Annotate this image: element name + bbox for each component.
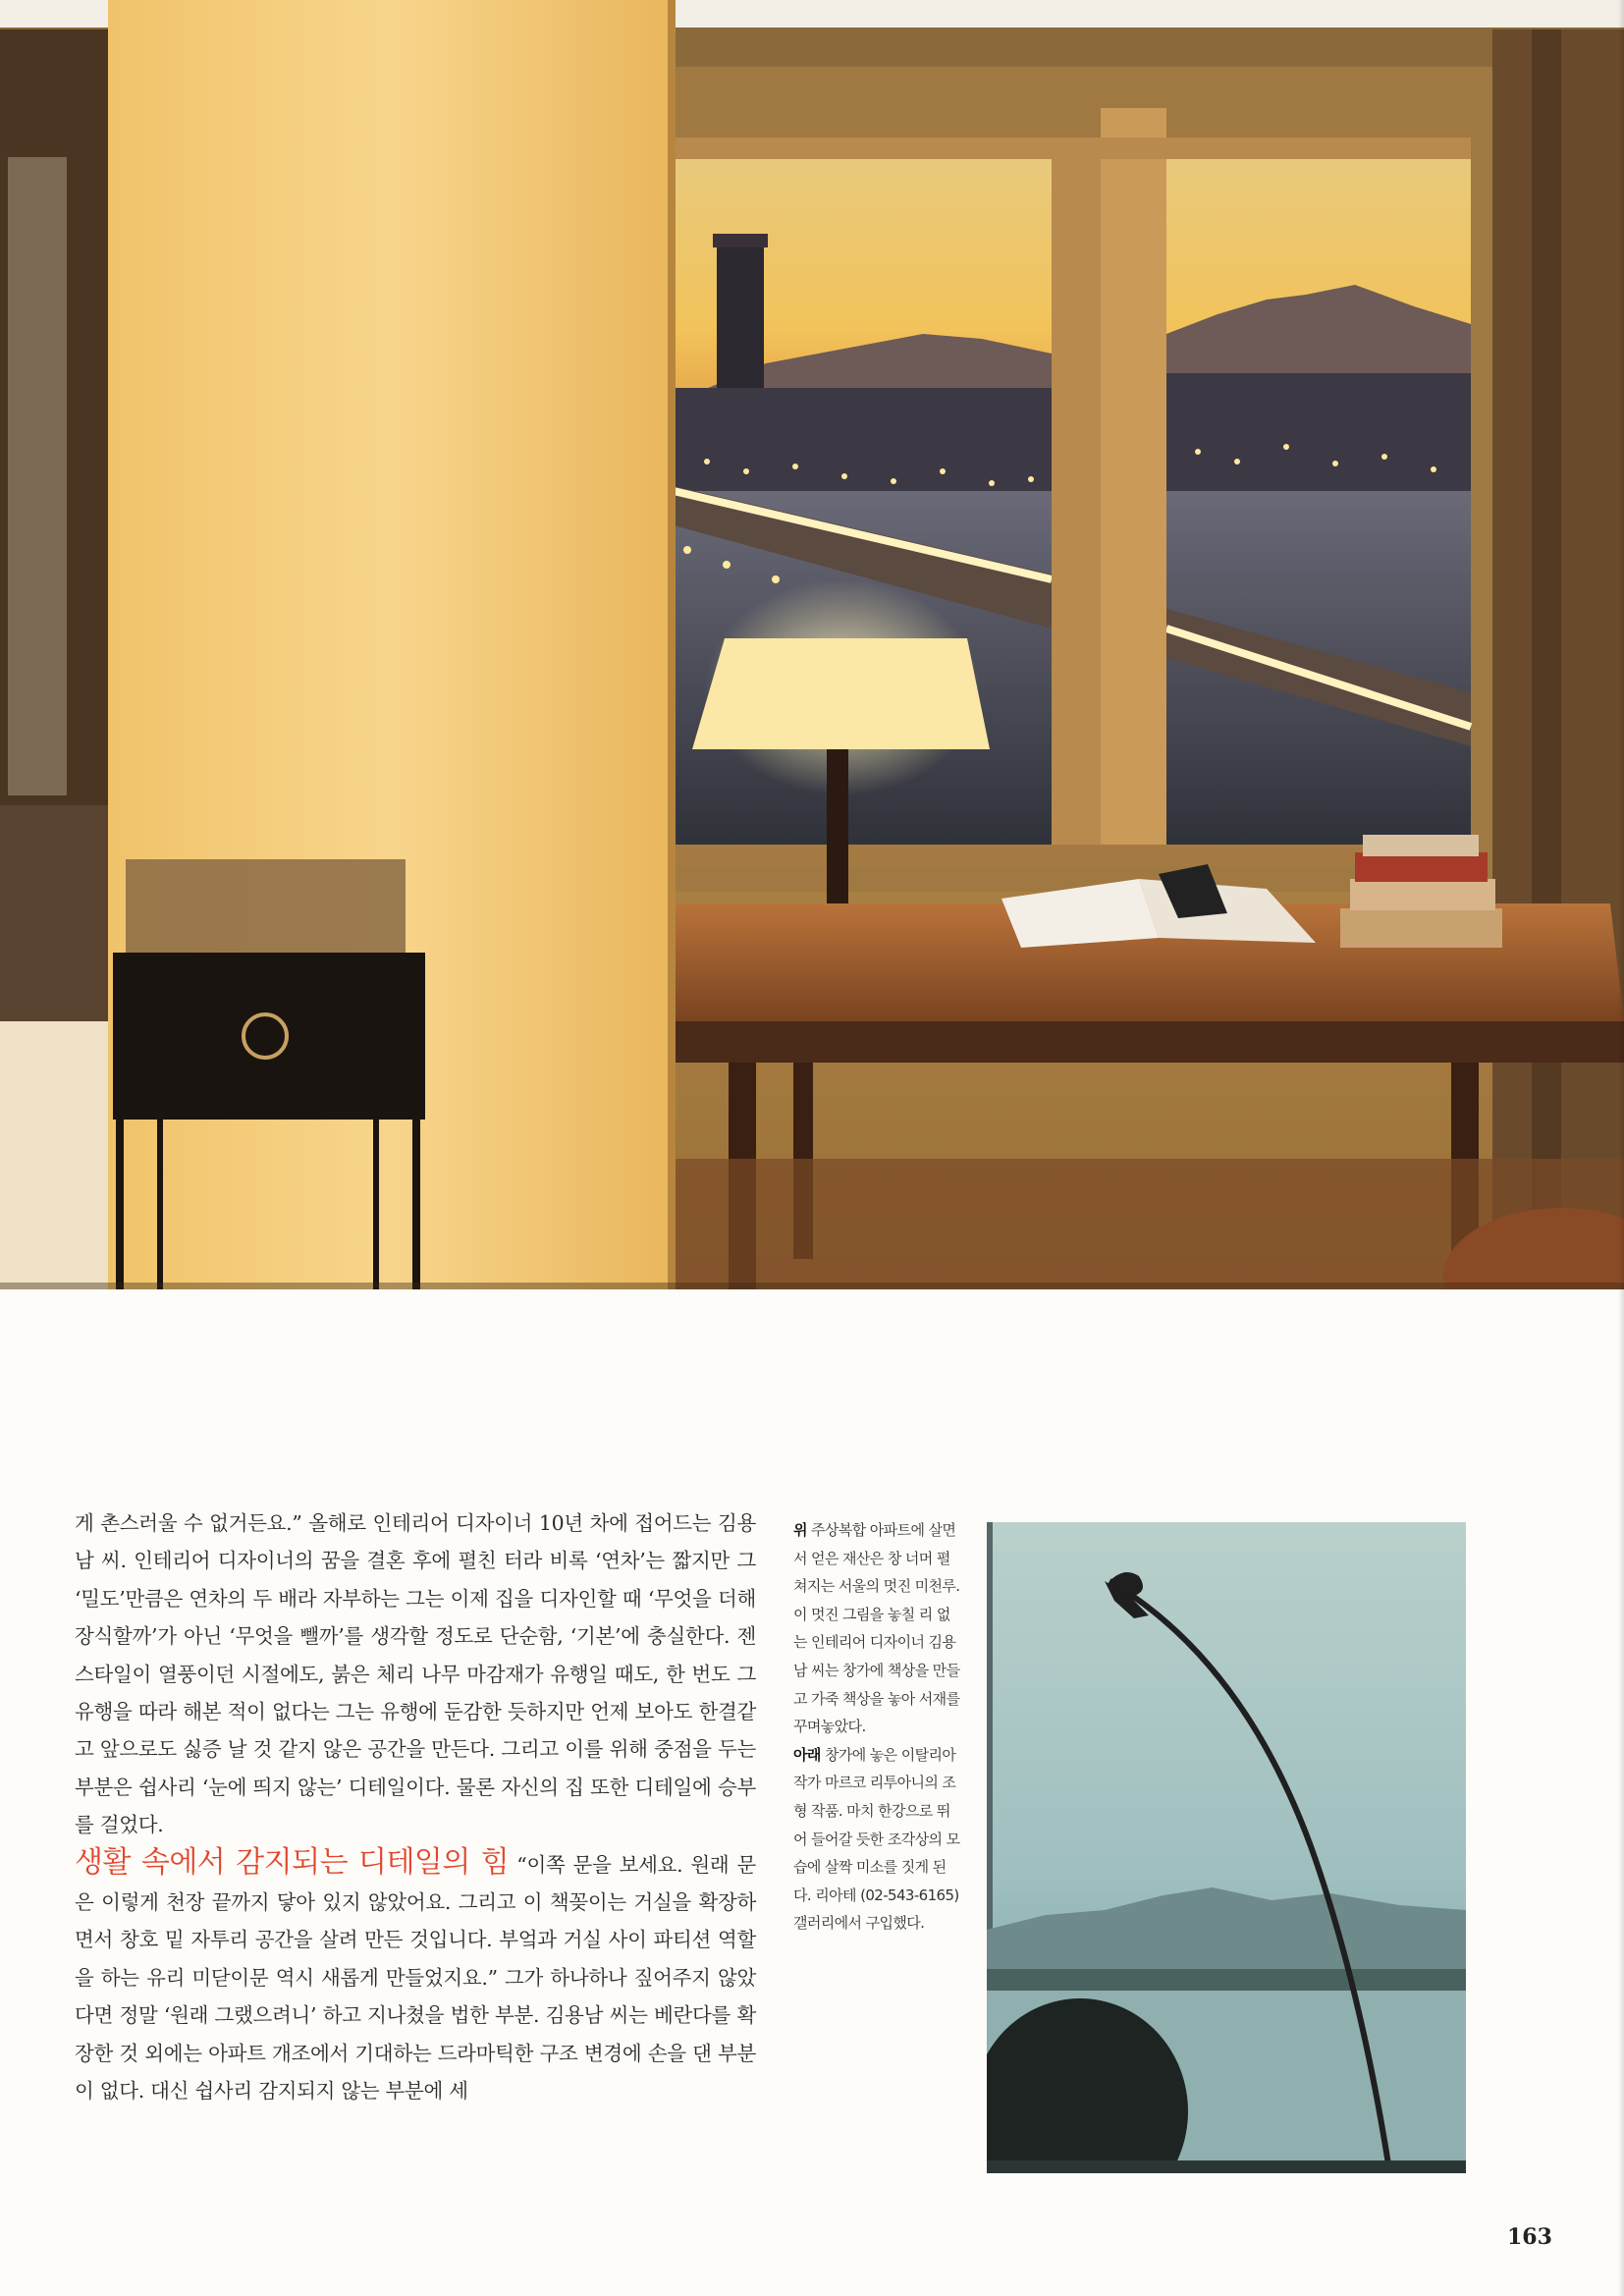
inset-photo xyxy=(987,1522,1466,2173)
caption-top xyxy=(793,1516,962,1741)
page-edge-shade xyxy=(1618,0,1624,2296)
caption-bottom-lead: 아래 xyxy=(793,1745,821,1764)
caption-bottom-text: 창가에 놓은 이탈리아 작가 마르코 리투아니의 조형 작품. 마치 한강으로 뛰어 들어갈 듯한 조각상의 모습에 살짝 미소를 짓게 된다. 리아테 (02-543-6165) 갤러리에서 구입했다. xyxy=(793,1745,960,1933)
article-paragraph xyxy=(75,1844,756,2110)
section-subhead: 생활 속에서 감지되는 디테일의 힘 xyxy=(75,1844,510,1880)
sculpture-window-image xyxy=(987,1522,1466,2173)
paragraph-2-text: “이쪽 문을 보세요. 원래 문은 이렇게 천장 끝까지 닿아 있지 않았어요. 그리고 이 책꽂이는 거실을 확장하면서 창호 밑 자투리 공간을 살려 만든 것입니다. 부엌과 거실 사이 파티션 역할을 하는 유리 미닫이문 역시 새롭게 만들었지요.” 그가 하나하나 짚어주지 않았다면 정말 ‘원래 그랬으려니’ 하고 지나쳤을 법한 부분. 김용남 씨는 베란다를 확장한 것 외에는 아파트 개조에서 기대하는 드라마틱한 구조 변경에 손을 댄 부분이 없다. 대신 쉽사리 감지되지 않는 부분에 세 xyxy=(75,1852,756,2104)
paragraph-1-text: 게 촌스러울 수 없거든요.” 올해로 인테리어 디자이너 10년 차에 접어드는 김용남 씨. 인테리어 디자이너의 꿈을 결혼 후에 펼친 터라 비록 ‘연차’는 짧지만 그 ‘밀도’만큼은 연차의 두 배라 자부하는 그는 이제 집을 디자인할 때 ‘무엇을 더해 장식할까’가 아닌 ‘무엇을 뺄까’를 생각할 정도로 단순함, ‘기본’에 충실한다. 젠 스타일이 열풍이던 시절에도, 붉은 체리 나무 마감재가 유행일 때도, 한 번도 그 유행을 따라 해본 적이 없다는 그는 유행에 둔감한 듯하지만 언제 보아도 한결같고 앞으로도 싫증 날 것 같지 않은 공간을 만든다. 그리고 이를 위해 중점을 두는 부분은 쉽사리 ‘눈에 띄지 않는’ 디테일이다. 물론 자신의 집 또한 디테일에 승부를 걸었다. xyxy=(75,1511,756,1837)
caption-top-lead: 위 xyxy=(793,1521,807,1539)
page-number: 163 xyxy=(1507,2224,1552,2250)
article-paragraph xyxy=(75,1504,756,1844)
caption-top-text: 주상복합 아파트에 살면서 얻은 재산은 창 너머 펼쳐지는 서울의 멋진 미천루. 이 멋진 그림을 놓칠 리 없는 인테리어 디자이너 김용남 씨는 창가에 책상을 만들고 가죽 책상을 놓아 서재를 꾸며놓았다. xyxy=(793,1521,960,1736)
photo-captions xyxy=(793,1516,962,1938)
caption-bottom xyxy=(793,1741,962,1938)
article-body xyxy=(75,1504,756,2110)
